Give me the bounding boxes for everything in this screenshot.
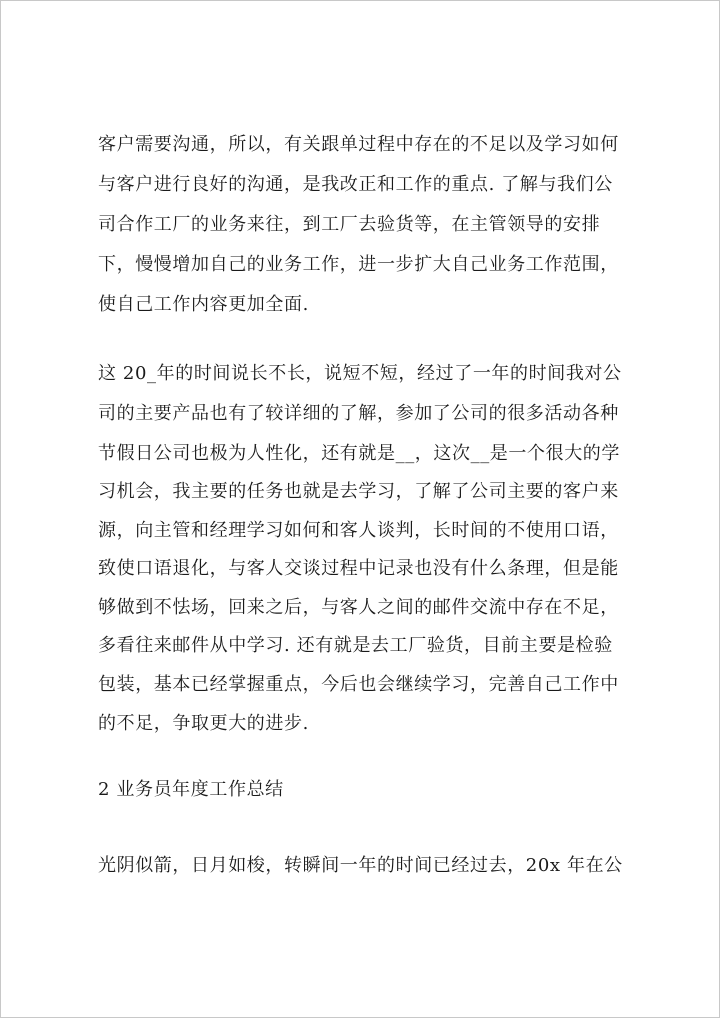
- text-line: 多看往来邮件从中学习. 还有就是去工厂验货，目前主要是检验: [98, 635, 613, 656]
- text-line: 与客户进行良好的沟通，是我改正和工作的重点. 了解与我们公: [98, 174, 613, 195]
- text-line: 包装，基本已经掌握重点，今后也会继续学习，完善自己工作中: [98, 674, 619, 695]
- text-line: 这 20_年的时间说长不长，说短不短，经过了一年的时间我对公: [98, 363, 622, 384]
- text-line: 使自己工作内容更加全面.: [98, 294, 309, 315]
- text-line: 源，向主管和经理学习如何和客人谈判，长时间的不使用口语，: [98, 520, 619, 541]
- text-line: 节假日公司也极为人性化，还有就是__，这次__是一个很大的学: [98, 443, 620, 464]
- text-line: 习机会，我主要的任务也就是去学习，了解了公司主要的客户来: [98, 481, 619, 502]
- text-line: 光阴似箭，日月如梭，转瞬间一年的时间已经过去，20x 年在公: [98, 855, 623, 876]
- text-line: 客户需要沟通，所以，有关跟单过程中存在的不足以及学习如何: [98, 134, 619, 155]
- text-line: 致使口语退化，与客人交谈过程中记录也没有什么条理，但是能: [98, 558, 619, 579]
- text-line: 下，慢慢增加自己的业务工作，进一步扩大自己业务工作范围，: [98, 254, 619, 275]
- section-heading: 2 业务员年度工作总结: [98, 779, 284, 800]
- text-line: 的不足，争取更大的进步.: [98, 713, 309, 734]
- text-line: 司的主要产品也有了较详细的了解，参加了公司的很多活动各种: [98, 403, 619, 424]
- text-line: 司合作工厂的业务来往，到工厂去验货等，在主管领导的安排: [98, 214, 601, 235]
- text-line: 够做到不怯场，回来之后，与客人之间的邮件交流中存在不足，: [98, 597, 619, 618]
